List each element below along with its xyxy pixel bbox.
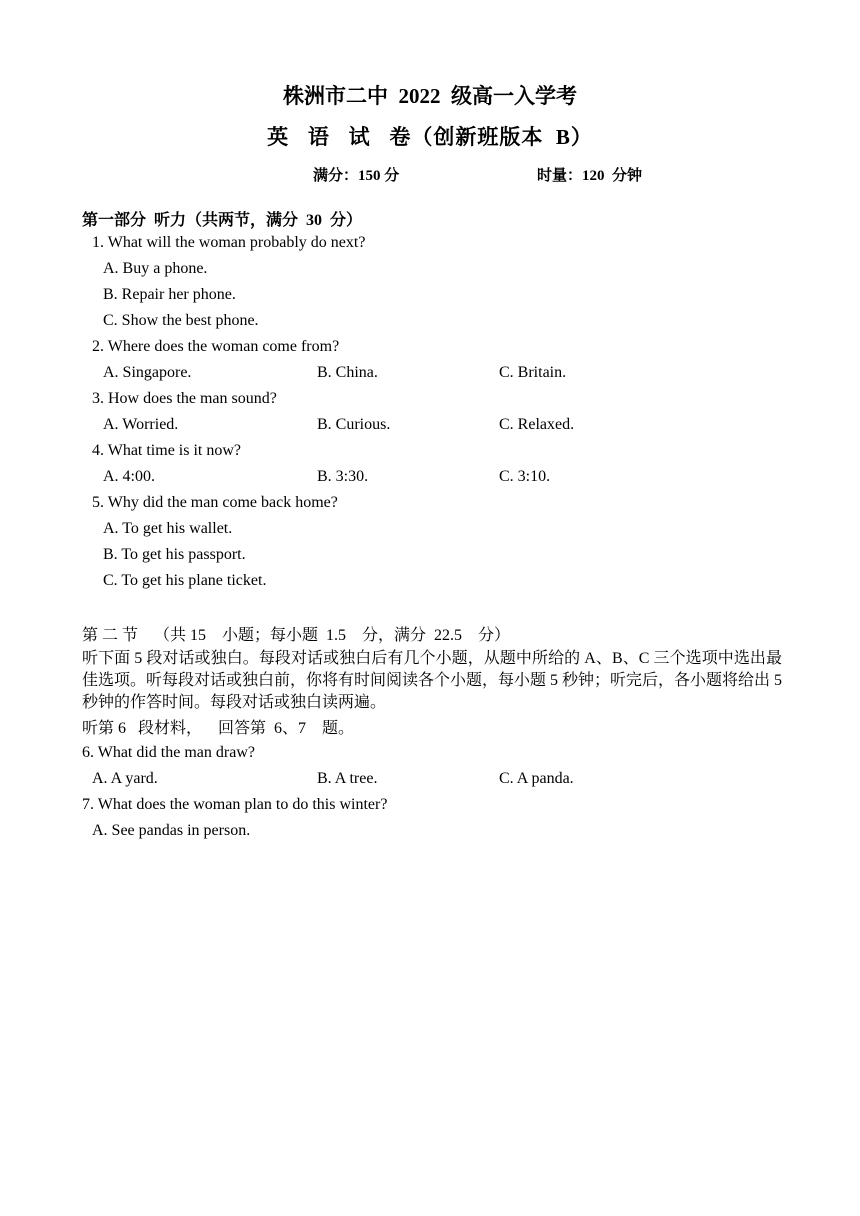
part2-instructions: 听下面 5 段对话或独白。每段对话或独白后有几个小题，从题中所给的 A、B、C 三个选项中选出最佳选项。听每段对话或独白前，你将有时间阅读各个小题，每小题 5 秒钟；听完后，各小题将给出 5 秒钟的作答时间。每段对话或独白读两遍。 (82, 650, 783, 711)
q5-option-c: C. To get his plane ticket. (103, 572, 267, 589)
time-limit: 时量：120 分钟 (537, 168, 643, 184)
question-3: 3. How does the man sound? (92, 390, 277, 407)
q2-option-c: C. Britain. (499, 364, 567, 381)
exam-title: 株洲市二中 2022 级高一入学考 (283, 84, 577, 108)
q3-option-b: B. Curious. (317, 416, 391, 433)
q1-option-c: C. Show the best phone. (103, 312, 259, 329)
full-score: 满分：150 分 (313, 168, 400, 184)
listen-note: 听第 6 段材料， 回答第 6、7 题。 (82, 720, 355, 737)
q1-option-b: B. Repair her phone. (103, 286, 236, 303)
q1-option-a: A. Buy a phone. (103, 260, 208, 277)
q6-option-c: C. A panda. (499, 770, 574, 787)
q3-option-a: A. Worried. (103, 416, 179, 433)
question-1: 1. What will the woman probably do next? (92, 234, 366, 251)
q7-option-a: A. See pandas in person. (92, 822, 251, 839)
q6-option-b: B. A tree. (317, 770, 378, 787)
exam-subtitle: 英 语 试 卷（创新班版本 B） (267, 125, 593, 149)
q3-option-c: C. Relaxed. (499, 416, 575, 433)
q6-option-a: A. A yard. (92, 770, 158, 787)
question-7: 7. What does the woman plan to do this winter? (82, 796, 388, 813)
q4-option-c: C. 3:10. (499, 468, 551, 485)
question-2: 2. Where does the woman come from? (92, 338, 340, 355)
q4-option-b: B. 3:30. (317, 468, 369, 485)
part2-heading: 第 二 节 （共 15 小题；每小题 1.5 分，满分 22.5 分） (82, 627, 511, 644)
q5-option-b: B. To get his passport. (103, 546, 246, 563)
part1-heading: 第一部分 听力（共两节，满分 30 分） (82, 212, 363, 229)
question-5: 5. Why did the man come back home? (92, 494, 338, 511)
question-6: 6. What did the man draw? (82, 744, 255, 761)
q2-option-a: A. Singapore. (103, 364, 192, 381)
q2-option-b: B. China. (317, 364, 378, 381)
question-4: 4. What time is it now? (92, 442, 242, 459)
q5-option-a: A. To get his wallet. (103, 520, 233, 537)
q4-option-a: A. 4:00. (103, 468, 155, 485)
